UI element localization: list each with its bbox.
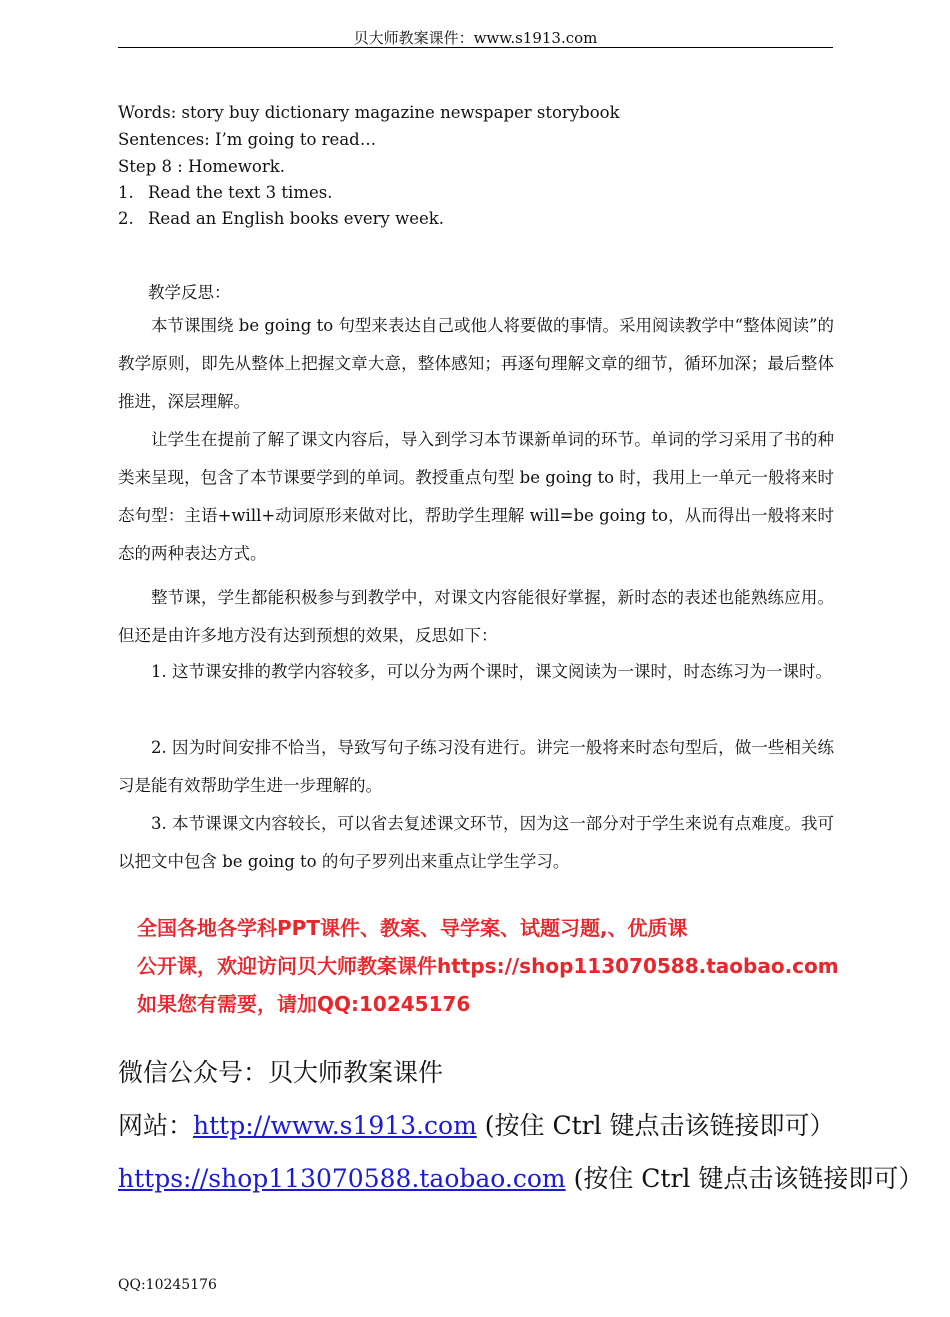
promo-line: 全国各地各学科PPT课件、教案、导学案、试题习题,、优质课 bbox=[137, 916, 688, 940]
promo-line: 如果您有需要，请加QQ:10245176 bbox=[137, 992, 471, 1016]
step-line: Step 8 : Homework. bbox=[118, 157, 285, 176]
wechat-account: 微信公众号：贝大师教案课件 bbox=[118, 1058, 444, 1087]
words-line: Words: story buy dictionary magazine newspaper storybook bbox=[118, 103, 620, 122]
website-line bbox=[118, 1109, 835, 1143]
reflection-paragraph: 2. 因为时间安排不恰当，导致写句子练习没有进行。讲完一般将来时态句型后，做一些相关练习是能有效帮助学生进一步理解的。 bbox=[118, 738, 834, 795]
reflection-paragraph: 让学生在提前了解了课文内容后，导入到学习本节课新单词的环节。单词的学习采用了书的种类来呈现，包含了本节课要学到的单词。教授重点句型 be going to 时，我用上一单元一般将来时态句型：主语+will+动词原形来做对比，帮助学生理解 will=be going to，从而得出一般将来时态的两种表达方式。 bbox=[118, 430, 834, 563]
reflection-paragraph: 整节课，学生都能积极参与到教学中，对课文内容能很好掌握，新时态的表述也能熟练应用。但还是由许多地方没有达到预想的效果，反思如下： bbox=[118, 588, 834, 645]
reflection-title: 教学反思： bbox=[148, 283, 231, 302]
promo-line: 公开课，欢迎访问贝大师教案课件https://shop113070588.taobao.com bbox=[137, 954, 839, 978]
homework-item bbox=[118, 209, 444, 229]
header-divider bbox=[118, 47, 833, 48]
reflection-paragraph: 3. 本节课课文内容较长，可以省去复述课文环节，因为这一部分对于学生来说有点难度。我可以把文中包含 be going to 的句子罗列出来重点让学生学习。 bbox=[118, 814, 834, 871]
reflection-paragraph: 本节课围绕 be going to 句型来表达自己或他人将要做的事情。采用阅读教学中“整体阅读”的教学原则，即先从整体上把握文章大意，整体感知；再逐句理解文章的细节，循环加深；最后整体推进，深层理解。 bbox=[118, 316, 834, 411]
shop-hint: (按住 Ctrl 键点击该链接即可） bbox=[573, 1164, 924, 1193]
homework-item-text: Read an English books every week. bbox=[148, 209, 445, 228]
homework-item bbox=[118, 183, 332, 203]
homework-item-text: Read the text 3 times. bbox=[148, 183, 333, 202]
shop-link[interactable]: https://shop113070588.taobao.com bbox=[118, 1164, 566, 1193]
shop-line bbox=[118, 1162, 923, 1196]
website-link[interactable]: http://www.s1913.com bbox=[193, 1111, 477, 1140]
website-hint: (按住 Ctrl 键点击该链接即可） bbox=[484, 1111, 835, 1140]
page-header: 贝大师教案课件：www.s1913.com bbox=[353, 29, 598, 47]
footer-qq: QQ:10245176 bbox=[118, 1277, 217, 1293]
homework-item-number: 1. bbox=[118, 183, 134, 202]
website-label: 网站： bbox=[118, 1111, 194, 1140]
reflection-paragraph: 1. 这节课安排的教学内容较多，可以分为两个课时，课文阅读为一课时，时态练习为一课时。 bbox=[151, 662, 832, 681]
homework-item-number: 2. bbox=[118, 209, 134, 228]
sentences-line: Sentences: I’m going to read… bbox=[118, 130, 377, 149]
